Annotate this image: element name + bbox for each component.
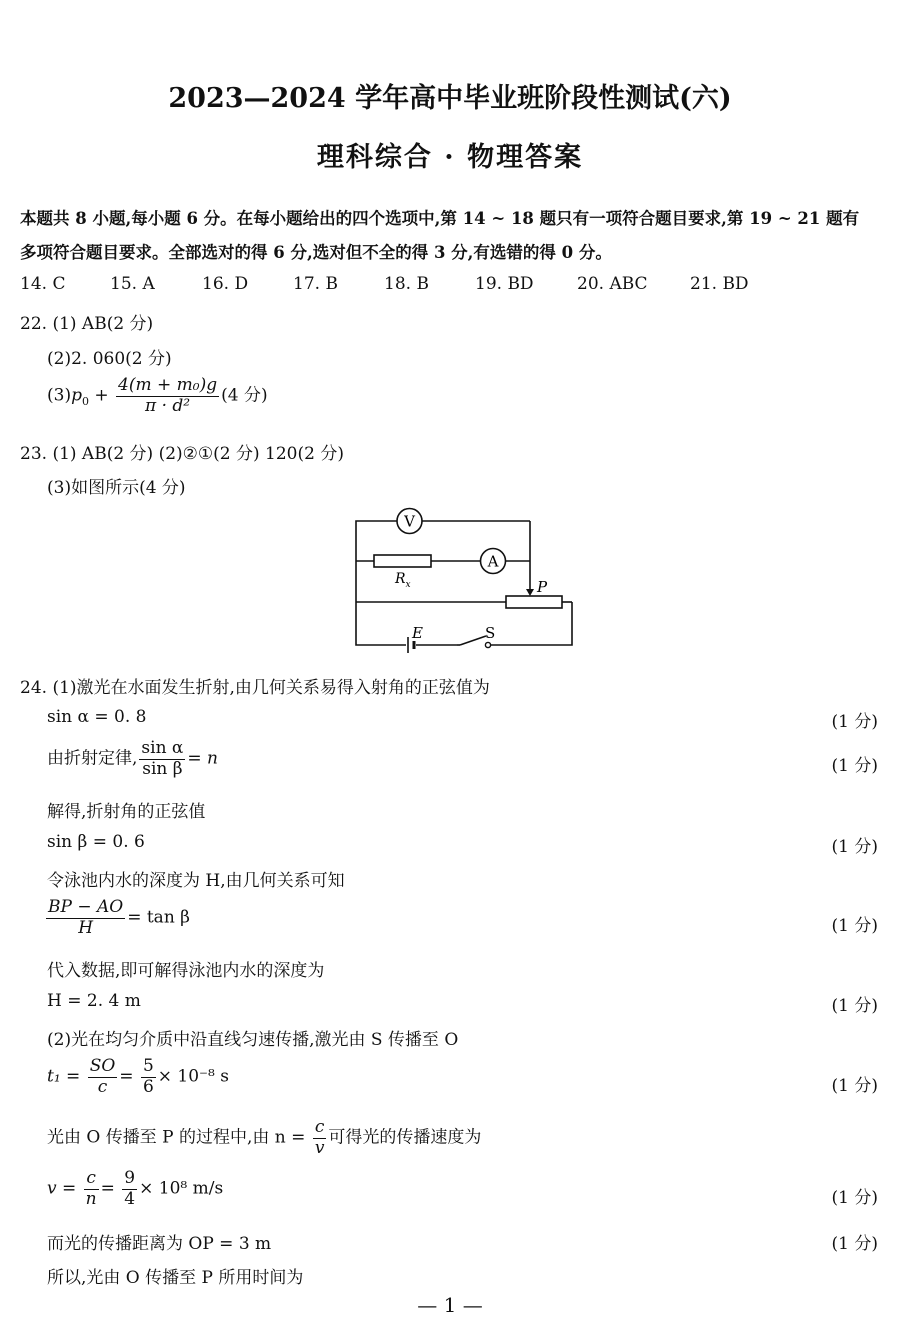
q24-line14: 而光的传播距离为 OP = 3 m bbox=[47, 1234, 272, 1254]
q22-fraction: $\frac{\text{4(m + m₀)g}}{\text{π · d²}}$ bbox=[118, 375, 218, 416]
q23-part1: 23. (1) AB(2 分) (2)②①(2 分) 120(2 分) bbox=[20, 444, 344, 464]
resistor-label: $R_x$ bbox=[395, 571, 411, 590]
score-1: (1 分) bbox=[831, 712, 878, 732]
score-4: (1 分) bbox=[831, 916, 878, 936]
q24-line10: (2)光在均匀介质中沿直线匀速传播,激光由 S 传播至 O bbox=[47, 1030, 459, 1050]
answer-15: 15. A bbox=[110, 274, 155, 294]
score-8: (1 分) bbox=[831, 1234, 878, 1254]
q24-line5: sin β = 0. 6 bbox=[47, 832, 145, 852]
section-instructions-line1: 本题共 8 小题,每小题 6 分。在每小题给出的四个选项中,第 14 ~ 18 题只有一项符合题目要求,第 19 ~ 21 题有 bbox=[20, 209, 860, 228]
resistor-rx bbox=[374, 555, 431, 567]
q22-part3: $(3)p_0$ + $\frac{\text{4(m + m₀)g}}{\text{π · d²}}$ (4 分) bbox=[47, 375, 268, 416]
q24-line3: 由折射定律, $\frac{\text{sin α}}{\text{sin β}}$ = n bbox=[47, 738, 219, 779]
answer-14: 14. C bbox=[20, 274, 66, 294]
page-number: — 1 — bbox=[417, 1293, 483, 1317]
q24-line13: v = $\frac{c}{n}$ = $\frac{9}{4}$ × 10⁸ m/s bbox=[47, 1168, 224, 1209]
voltmeter-label: V bbox=[404, 512, 415, 531]
q24-line4: 解得,折射角的正弦值 bbox=[47, 802, 206, 822]
q24-line2: sin α = 0. 8 bbox=[47, 707, 147, 727]
section-instructions-line2: 多项符合题目要求。全部选对的得 6 分,选对但不全的得 3 分,有选错的得 0 分。 bbox=[20, 243, 612, 262]
q23-part3: (3)如图所示(4 分) bbox=[47, 478, 186, 498]
q22-part2: (2)2. 060(2 分) bbox=[47, 349, 172, 369]
score-3: (1 分) bbox=[831, 837, 878, 857]
battery-label: E bbox=[412, 624, 423, 642]
q24-line9: H = 2. 4 m bbox=[47, 991, 141, 1011]
answer-16: 16. D bbox=[202, 274, 249, 294]
exam-title: 2023—2024 学年高中毕业班阶段性测试(六) bbox=[168, 83, 732, 114]
q24-line11: t₁ = $\frac{SO}{c}$ = $\frac{5}{6}$ × 10⁻⁸ s bbox=[47, 1056, 229, 1097]
answer-20: 20. ABC bbox=[577, 274, 648, 294]
q24-line8: 代入数据,即可解得泳池内水的深度为 bbox=[47, 961, 325, 981]
rheostat bbox=[506, 596, 562, 608]
switch-label: S bbox=[485, 624, 496, 642]
slider-arrow-icon bbox=[526, 589, 534, 596]
answer-21: 21. BD bbox=[690, 274, 749, 294]
q24-line6: 令泳池内水的深度为 H,由几何关系可知 bbox=[47, 871, 345, 891]
answer-17: 17. B bbox=[293, 274, 338, 294]
switch-contact bbox=[485, 642, 490, 647]
circuit-diagram bbox=[340, 503, 590, 653]
q24-line12: 光由 O 传播至 P 的过程中,由 n = $\frac{c}{v}$ 可得光的传播速度为 bbox=[47, 1117, 482, 1158]
score-6: (1 分) bbox=[831, 1076, 878, 1096]
page-title: 理科综合 · 物理答案 bbox=[316, 142, 584, 173]
ammeter-label: A bbox=[487, 552, 499, 571]
answer-19: 19. BD bbox=[475, 274, 534, 294]
q24-line7: $\frac{BP - AO}{H}$ = tan β bbox=[48, 897, 190, 938]
score-2: (1 分) bbox=[831, 756, 878, 776]
q22-part1: 22. (1) AB(2 分) bbox=[20, 314, 154, 334]
slider-label: P bbox=[537, 578, 548, 596]
score-7: (1 分) bbox=[831, 1188, 878, 1208]
q24-line15: 所以,光由 O 传播至 P 所用时间为 bbox=[47, 1268, 304, 1288]
score-5: (1 分) bbox=[831, 996, 878, 1016]
answer-18: 18. B bbox=[384, 274, 429, 294]
q24-line1: 24. (1)激光在水面发生折射,由几何关系易得入射角的正弦值为 bbox=[20, 678, 490, 698]
